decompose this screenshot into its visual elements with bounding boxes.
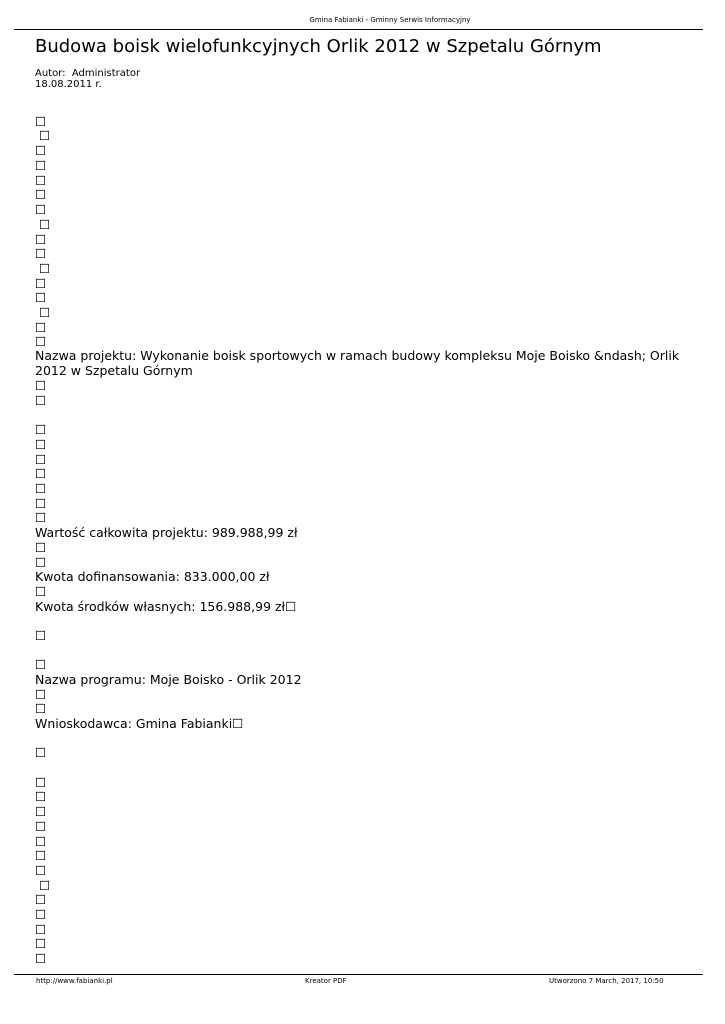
program-name: Nazwa programu: Moje Boisko - Orlik 2012 [35,672,302,687]
placeholder-glyph: ☐ [39,261,51,276]
placeholder-glyph: ☐ [35,657,47,672]
applicant: Wnioskodawca: Gmina Fabianki☐ [35,716,244,731]
placeholder-glyph: ☐ [35,789,47,804]
placeholder-glyph: ☐ [35,775,47,790]
placeholder-glyph: ☐ [35,922,47,937]
placeholder-glyph: ☐ [35,540,47,555]
project-name: Nazwa projektu: Wykonanie boisk sportowych w ramach budowy kompleksu Moje Boisko &ndash; Orlik 2012 w Szpetalu Górnym [35,348,680,378]
placeholder-glyph: ☐ [35,510,47,525]
placeholder-glyph: ☐ [35,187,47,202]
placeholder-glyph: ☐ [35,437,47,452]
placeholder-glyph: ☐ [35,422,47,437]
placeholder-glyph: ☐ [35,936,47,951]
placeholder-glyph: ☐ [39,878,51,893]
publish-date: 18.08.2011 r. [35,79,102,90]
placeholder-glyph: ☐ [35,378,47,393]
placeholder-glyph: ☐ [35,687,47,702]
placeholder-glyph: ☐ [35,246,47,261]
footer-url[interactable]: http://www.fabianki.pl [36,977,113,985]
footer-divider [14,974,703,975]
placeholder-glyph: ☐ [35,848,47,863]
placeholder-glyph: ☐ [35,892,47,907]
placeholder-glyph: ☐ [35,496,47,511]
placeholder-glyph: ☐ [35,290,47,305]
placeholder-glyph: ☐ [35,819,47,834]
placeholder-glyph: ☐ [39,305,51,320]
footer-created-date: Utworzono 7 March, 2017, 10:50 [549,977,664,985]
placeholder-glyph: ☐ [35,804,47,819]
placeholder-glyph: ☐ [35,481,47,496]
placeholder-glyph: ☐ [35,393,47,408]
own-funds-amount: Kwota środków własnych: 156.988,99 zł☐ [35,599,297,614]
placeholder-glyph: ☐ [35,173,47,188]
site-name: Gmina Fabianki - Gminny Serwis Informacyjny [309,16,471,24]
placeholder-glyph: ☐ [35,584,47,599]
page-title: Budowa boisk wielofunkcyjnych Orlik 2012 w Szpetalu Górnym [35,36,602,57]
placeholder-glyph: ☐ [35,907,47,922]
author-line: Autor: Administrator [35,68,141,79]
placeholder-glyph: ☐ [35,452,47,467]
footer-generator: Kreator PDF [305,977,347,985]
placeholder-glyph: ☐ [35,745,47,760]
header-divider [14,29,703,30]
placeholder-glyph: ☐ [35,158,47,173]
placeholder-glyph: ☐ [35,863,47,878]
placeholder-glyph: ☐ [35,232,47,247]
placeholder-glyph: ☐ [35,555,47,570]
placeholder-glyph: ☐ [39,217,51,232]
placeholder-glyph: ☐ [35,628,47,643]
placeholder-glyph: ☐ [35,834,47,849]
placeholder-glyph: ☐ [39,128,51,143]
total-value: Wartość całkowita projektu: 989.988,99 zł [35,525,298,540]
placeholder-glyph: ☐ [35,320,47,335]
cofinancing-amount: Kwota dofinansowania: 833.000,00 zł [35,569,270,584]
placeholder-glyph: ☐ [35,701,47,716]
placeholder-glyph: ☐ [35,466,47,481]
placeholder-glyph: ☐ [35,276,47,291]
placeholder-glyph: ☐ [35,143,47,158]
placeholder-glyph: ☐ [35,114,47,129]
placeholder-glyph: ☐ [35,334,47,349]
placeholder-glyph: ☐ [35,951,47,966]
placeholder-glyph: ☐ [35,202,47,217]
